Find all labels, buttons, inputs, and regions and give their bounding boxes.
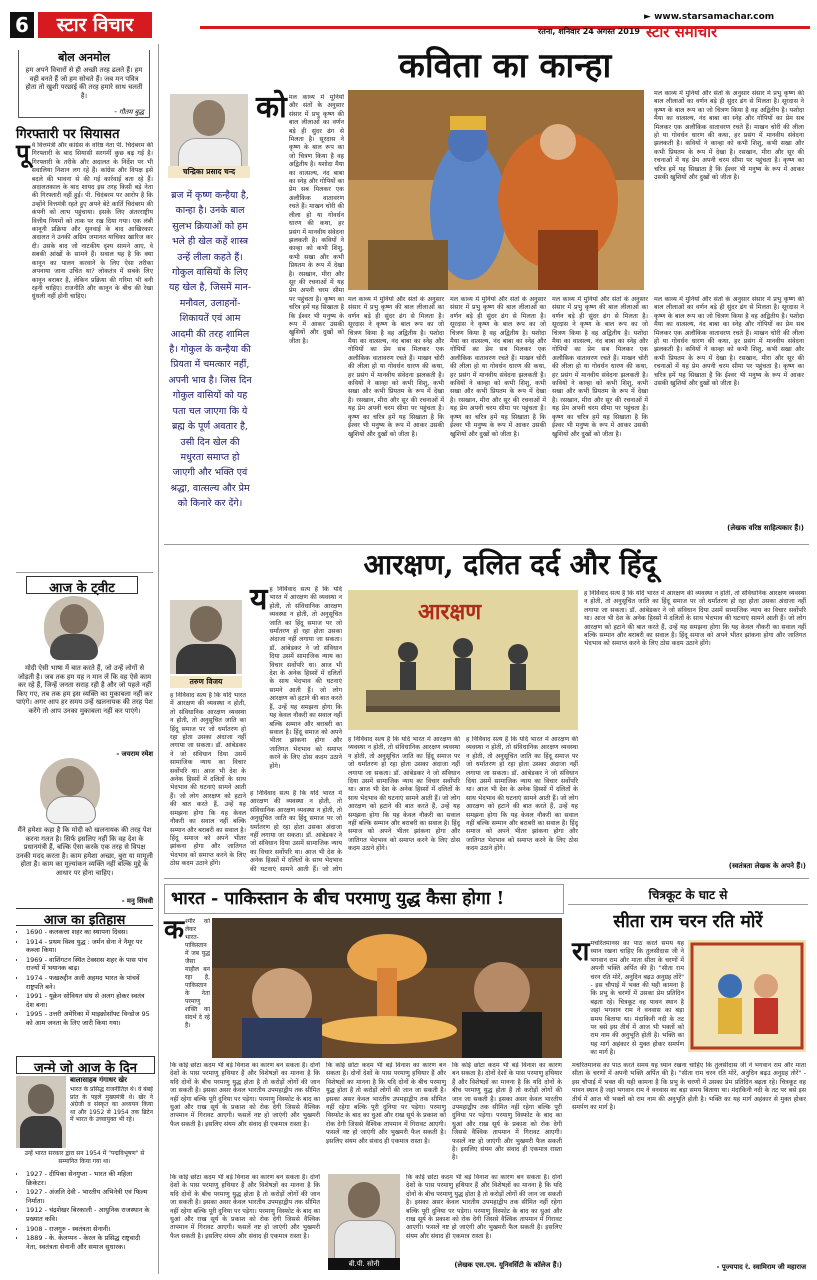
itihas-item: • 1991 - यूक्रेन सोवियत संघ से अलग होकर स्वतंत्र देश बना। — [26, 992, 153, 1009]
girftari-body: र्व वित्तमंत्री और कांग्रेस के वरिष्ठ नेता पी. चिदंबरम की गिरफ्तारी के बाद सियासी सरगर्मी कुछ बढ़ गई है। गिरफ्तारी के तरीके और अदालत के निर्देश पर भी सवालिया निशान लग रहे हैं। कांग्रेस और विपक्ष इसे बदले की भावना से की गई कार्रवाई बता रहे हैं। अदालतकाल के बाद शायद इस तरह किसी बड़े नेता की गिरफ्तारी नहीं हुई। पी. चिदंबरम पर आरोप है कि उन्होंने वित्तमंत्री रहते हुए अपने बेटे कार्ति चिदंबरम की कंपनी को लाभ पहुंचाया। इसके लिए अंतरराष्ट्रीय वित्तीय नियमों को ताक पर रख दिया गया। एक लंबी कानूनी प्रक्रिया और सुनवाई के बाद आखिरकार अदालत ने उनकी अग्रिम जमानत याचिका खारिज कर दी। उसके बाद जो नाटकीय दृश्य सामने आए, वे सबकी आंखों के सामने हैं। सवाल यह है कि क्या कानून का पालन करवाने के लिए ऐसा तरीका अपनाया जाना उचित था? लोकतंत्र में सबके लिए कानून बराबर है, लेकिन प्रक्रिया की गरिमा भी बनी रहनी चाहिए। राजनीति और कानून के बीच की रेखा धुंधली नहीं होनी चाहिए। — [31, 142, 153, 301]
kavita-author-name: चन्द्रिका प्रसाद चन्द — [168, 166, 250, 178]
kavita-pullquote: ब्रज में कृष्ण कन्हैया है, कान्हा है। उनके बाल सुलभ क्रियाओं को हम भले ही खेल कहें शास्त्र उन्हें लीला कहते हैं। गोकुल वासियों के लिए यह खेल है, जिसमें मान-मनौवल, उलाहनों-शिकायतें एवं आम आदमी की तरह शामिल है। गोकुल के कन्हैया की प्रियता में चमत्कार नहीं, अपनी भाव है। जिस दिन गोकुल वासियों को यह पता चल जाएगा कि ये ब्रह्म के पूर्ण अवतार है, उसी दिन खेल की मधुरता समाप्त हो जाएगी और भक्ति एवं श्रद्धा, वात्सल्य और प्रेम को किनारे कर देंगे। — [168, 190, 252, 510]
war-body-col3: कि कोई छोटा कदम भी बड़े विनाश का कारण बन सकता है। दोनों देशों के पास परमाणु हथियार हैं और विशेषज्ञों का मानना है कि यदि दोनों के बीच परमाणु युद्ध होता है तो करोड़ों लोगों की जान जा सकती है। इसका असर केवल भारतीय उपमहाद्वीप तक सीमित नहीं रहेगा बल्कि पूरी दुनिया पर पड़ेगा। परमाणु विस्फोट के बाद का धुआं और राख सूर्य के प्रकाश को रोक देगी जिससे वैश्विक तापमान में गिरावट आएगी। फसलें नष्ट हो जाएंगी और भुखमरी फैल सकती है। इसलिए संयम और संवाद ही एकमात्र रास्ता है। — [452, 1062, 562, 1162]
war-body-col1: कि कोई छोटा कदम भी बड़े विनाश का कारण बन सकता है। दोनों देशों के पास परमाणु हथियार हैं और विशेषज्ञों का मानना है कि यदि दोनों के बीच परमाणु युद्ध होता है तो करोड़ों लोगों की जान जा सकती है। इसका असर केवल भारतीय उपमहाद्वीप तक सीमित नहीं रहेगा बल्कि पूरी दुनिया पर पड़ेगा। परमाणु विस्फोट के बाद का धुआं और राख सूर्य के प्रकाश को रोक देगी जिससे वैश्विक तापमान में गिरावट आएगी। फसलें नष्ट हो जाएंगी और भुखमरी फैल सकती है। इसलिए संयम और संवाद ही एकमात्र रास्ता है। — [170, 1062, 320, 1128]
kavita-body-col6: मल काव्य में मुनियों और संतों के अनुसार संसार में प्रभु कृष्ण की बाल लीलाओं का वर्णन बड़े ही सुंदर ढंग से मिलता है। सूरदास ने कृष्ण के बाल रूप का जो चित्रण किया है वह अद्वितीय है। यशोदा मैया का वात्सल्य, नंद बाबा का स्नेह और गोपियों का प्रेम सब मिलकर एक अलौकिक वातावरण रचते हैं। माखन चोरी की लीला हो या गोवर्धन धारण की कथा, हर प्रसंग में मानवीय संवेदना झलकती है। कवियों ने कान्हा को कभी शिशु, कभी सखा और कभी प्रियतम के रूप में देखा है। रसखान, मीरा और सूर की रचनाओं में यह प्रेम अपनी चरम सीमा पर पहुंचता है। कृष्ण का चरित्र हमें यह सिखाता है कि ईश्वर भी मनुष्य के रूप में आकर उसकी खुशियों और दुखों को जीता है। — [654, 296, 804, 388]
chitrakoot-body-col2: मचरितमानस का पाठ करते समय यह ध्यान रखना चाहिए कि तुलसीदास जी ने भगवान राम और माता सीता के चरणों में अपनी भक्ति अर्पित की है। "सीता राम चरन रति मोरें, अनुदिन बढ़उ अनुग्रह तोरें" - इस चौपाई में भक्त की यही कामना है कि प्रभु के चरणों में उसका प्रेम प्रतिदिन बढ़ता रहे। चित्रकूट वह पावन स्थान है जहां भगवान राम ने वनवास का बड़ा समय बिताया था। मंदाकिनी नदी के तट पर बसे इस तीर्थ में आज भी भक्तों को राम नाम की अनुभूति होती है। भक्ति का यह मार्ग अहंकार से मुक्त होकर समर्पण का मार्ग है। — [572, 1062, 806, 1112]
aarakshan-body-col1 — [250, 582, 342, 786]
war-side-text: श्मीर को लेकर भारत-पाकिस्तान में जब युद्ध जैसा माहौल बन रहा है, पाकिस्तान के नेता परमाणु शक्ति का संदर्भ दे रहे हैं। — [184, 918, 210, 1029]
itihas-item: • 1969 - वाशिंगटन स्थित टेक्सास शहर के पास पांच राज्यों में भयानक बाढ़। — [26, 956, 153, 973]
janme-caption: उन्हें भारत सरकार द्वारा सन 1954 में "पद्मविभूषण" से सम्मानित किया गया था। — [24, 1150, 145, 1165]
itihas-list — [16, 928, 153, 1052]
tweet-avatar-1 — [44, 596, 104, 660]
janme-item: • 1927 - दीपिका सेनगुप्ता - भारत की महिला क्रिकेटर। — [26, 1170, 153, 1187]
kavita-body-col1 — [256, 90, 344, 534]
itihas-item: • 1974 - फखरुद्दीन अली अहमद भारत के पांचवें राष्ट्रपति बने। — [26, 974, 153, 991]
war-body-col4: कि कोई छोटा कदम भी बड़े विनाश का कारण बन सकता है। दोनों देशों के पास परमाणु हथियार हैं और विशेषज्ञों का मानना है कि यदि दोनों के बीच परमाणु युद्ध होता है तो करोड़ों लोगों की जान जा सकती है। इसका असर केवल भारतीय उपमहाद्वीप तक सीमित नहीं रहेगा बल्कि पूरी दुनिया पर पड़ेगा। परमाणु विस्फोट के बाद का धुआं और राख सूर्य के प्रकाश को रोक देगी जिससे वैश्विक तापमान में गिरावट आएगी। फसलें नष्ट हो जाएंगी और भुखमरी फैल सकती है। इसलिए संयम और संवाद ही एकमात्र रास्ता है। — [406, 1174, 562, 1240]
aarakshan-body: ह निर्विवाद सत्य है कि यदि भारत में आरक्षण की व्यवस्था न होती, तो संविधानिक आरक्षण व्यवस्था न होती, तो अनुसूचित जाति का हिंदू समाज पर जो धर्मांतरण हो रहा होता उसका अंदाजा नहीं लगाया जा सकता। डॉ. आंबेडकर ने जो संविधान दिया उसमें सामाजिक न्याय का विचार सर्वोपरि था। आज भी देश के अनेक हिस्सों में दलितों के साथ भेदभाव की घटनाएं सामने आती हैं। जो लोग आरक्षण को हटाने की बात करते हैं, उन्हें यह समझना होगा कि यह केवल नौकरी का सवाल नहीं बल्कि सम्मान और बराबरी का सवाल है। हिंदू समाज को अपने भीतर झांकना होगा और जातिगत भेदभाव को समाप्त करने के लिए ठोस कदम उठाने होंगे। — [269, 586, 342, 770]
krishna-painting-svg — [348, 90, 644, 290]
tweet-avatar-2 — [40, 758, 100, 822]
war-headline: भारत - पाकिस्तान के बीच परमाणु युद्ध कैसा होगा ! — [171, 889, 505, 909]
aarakshan-image-text: आरक्षण — [418, 599, 482, 625]
itihas-title: आज का इतिहास — [43, 913, 126, 928]
tweet-1-author: - जयराम रमेश — [116, 750, 153, 758]
tweet-title: आज के ट्वीट — [49, 581, 115, 596]
janme-item: • 1927 - अंजलि देवी - भारतीय अभिनेत्री एवं फिल्म निर्माता। — [26, 1188, 153, 1205]
website-link[interactable]: ► www.starsamachar.com — [644, 12, 775, 22]
masthead — [0, 0, 817, 41]
section-title: स्टार विचार — [38, 12, 152, 38]
bol-anmol-box — [18, 50, 150, 118]
kavita-footer: (लेखक वरिष्ठ साहित्यकार हैं।) — [727, 524, 804, 532]
janme-bio: भारत के प्रसिद्ध राजनीतिज्ञ थे। वे बंबई प्रांत के पहले मुख्यमंत्री थे। खेर ने अंग्रेजी व संस्कृत का अध्ययन किया था और 1952 से 1954 तक ब्रिटेन में भारत के उच्चायुक्त भी रहे। — [70, 1086, 153, 1124]
kavita-body-col2: मल काव्य में मुनियों और संतों के अनुसार संसार में प्रभु कृष्ण की बाल लीलाओं का वर्णन बड़े ही सुंदर ढंग से मिलता है। सूरदास ने कृष्ण के बाल रूप का जो चित्रण किया है वह अद्वितीय है। यशोदा मैया का वात्सल्य, नंद बाबा का स्नेह और गोपियों का प्रेम सब मिलकर एक अलौकिक वातावरण रचते हैं। माखन चोरी की लीला हो या गोवर्धन धारण की कथा, हर प्रसंग में मानवीय संवेदना झलकती है। कवियों ने कान्हा को कभी शिशु, कभी सखा और कभी प्रियतम के रूप में देखा है। रसखान, मीरा और सूर की रचनाओं में यह प्रेम अपनी चरम सीमा पर पहुंचता है। कृष्ण का चरित्र हमें यह सिखाता है कि ईश्वर भी मनुष्य के रूप में आकर उसकी खुशियों और दुखों को जीता है। — [348, 296, 444, 438]
kavita-author-photo — [170, 94, 248, 166]
aarakshan-image — [348, 590, 578, 730]
aarakshan-body-col4: ह निर्विवाद सत्य है कि यदि भारत में आरक्षण की व्यवस्था न होती, तो संविधानिक आरक्षण व्यवस्था न होती, तो अनुसूचित जाति का हिंदू समाज पर जो धर्मांतरण हो रहा होता उसका अंदाजा नहीं लगाया जा सकता। डॉ. आंबेडकर ने जो संविधान दिया उसमें सामाजिक न्याय का विचार सर्वोपरि था। आज भी देश के अनेक हिस्सों में दलितों के साथ भेदभाव की घटनाएं सामने आती हैं। जो लोग आरक्षण को हटाने की बात करते हैं, उन्हें यह समझना होगा कि यह केवल नौकरी का सवाल नहीं बल्कि सम्मान और बराबरी का सवाल है। हिंदू समाज को अपने भीतर झांकना होगा और जातिगत भेदभाव को समाप्त करने के लिए ठोस कदम उठाने होंगे। — [584, 590, 806, 648]
aarakshan-body-col2: ह निर्विवाद सत्य है कि यदि भारत में आरक्षण की व्यवस्था न होती, तो संविधानिक आरक्षण व्यवस्था न होती, तो अनुसूचित जाति का हिंदू समाज पर जो धर्मांतरण हो रहा होता उसका अंदाजा नहीं लगाया जा सकता। डॉ. आंबेडकर ने जो संविधान दिया उसमें सामाजिक न्याय का विचार सर्वोपरि था। आज भी देश के अनेक हिस्सों में दलितों के साथ भेदभाव की घटनाएं सामने आती हैं। जो लोग आरक्षण को हटाने की बात करते हैं, उन्हें यह समझना होगा कि यह केवल नौकरी का सवाल नहीं बल्कि सम्मान और बराबरी का सवाल है। हिंदू समाज को अपने भीतर झांकना होगा और जातिगत भेदभाव को समाप्त करने के लिए ठोस कदम उठाने होंगे। — [348, 736, 460, 853]
war-illustration — [212, 918, 562, 1058]
aarakshan-body-col3: ह निर्विवाद सत्य है कि यदि भारत में आरक्षण की व्यवस्था न होती, तो संविधानिक आरक्षण व्यवस्था न होती, तो अनुसूचित जाति का हिंदू समाज पर जो धर्मांतरण हो रहा होता उसका अंदाजा नहीं लगाया जा सकता। डॉ. आंबेडकर ने जो संविधान दिया उसमें सामाजिक न्याय का विचार सर्वोपरि था। आज भी देश के अनेक हिस्सों में दलितों के साथ भेदभाव की घटनाएं सामने आती हैं। जो लोग आरक्षण को हटाने की बात करते हैं, उन्हें यह समझना होगा कि यह केवल नौकरी का सवाल नहीं बल्कि सम्मान और बराबरी का सवाल है। हिंदू समाज को अपने भीतर झांकना होगा और जातिगत भेदभाव को समाप्त करने के लिए ठोस कदम उठाने होंगे। — [466, 736, 578, 853]
chitrakoot-body-col1 — [572, 937, 684, 1060]
janme-item: • 1889 - के. केलप्पन - केरल के प्रसिद्ध राष्ट्रवादी नेता, स्वतंत्रता सेनानी और समाज सुधारक। — [26, 1234, 153, 1251]
bol-anmol-author: - गौतम बुद्ध — [114, 108, 144, 116]
kavita-body: मल काव्य में मुनियों और संतों के अनुसार संसार में प्रभु कृष्ण की बाल लीलाओं का वर्णन बड़े ही सुंदर ढंग से मिलता है। सूरदास ने कृष्ण के बाल रूप का जो चित्रण किया है वह अद्वितीय है। यशोदा मैया का वात्सल्य, नंद बाबा का स्नेह और गोपियों का प्रेम सब मिलकर एक अलौकिक वातावरण रचते हैं। माखन चोरी की लीला हो या गोवर्धन धारण की कथा, हर प्रसंग में मानवीय संवेदना झलकती है। कवियों ने कान्हा को कभी शिशु, कभी सखा और कभी प्रियतम के रूप में देखा है। रसखान, मीरा और सूर की रचनाओं में यह प्रेम अपनी चरम सीमा पर पहुंचता है। कृष्ण का चरित्र हमें यह सिखाता है कि ईश्वर भी मनुष्य के रूप में आकर उसकी खुशियों और दुखों को जीता है। — [288, 94, 344, 345]
divider — [16, 572, 153, 573]
tweet-title-box — [26, 576, 138, 594]
aarakshan-author-photo — [170, 600, 242, 674]
kavita-body-col4: मल काव्य में मुनियों और संतों के अनुसार संसार में प्रभु कृष्ण की बाल लीलाओं का वर्णन बड़े ही सुंदर ढंग से मिलता है। सूरदास ने कृष्ण के बाल रूप का जो चित्रण किया है वह अद्वितीय है। यशोदा मैया का वात्सल्य, नंद बाबा का स्नेह और गोपियों का प्रेम सब मिलकर एक अलौकिक वातावरण रचते हैं। माखन चोरी की लीला हो या गोवर्धन धारण की कथा, हर प्रसंग में मानवीय संवेदना झलकती है। कवियों ने कान्हा को कभी शिशु, कभी सखा और कभी प्रियतम के रूप में देखा है। रसखान, मीरा और सूर की रचनाओं में यह प्रेम अपनी चरम सीमा पर पहुंचता है। कृष्ण का चरित्र हमें यह सिखाता है कि ईश्वर भी मनुष्य के रूप में आकर उसकी खुशियों और दुखों को जीता है। — [552, 296, 648, 438]
itihas-item: • 1914 - प्रथम विश्व युद्ध : जर्मन सेना ने नैमूर पर कब्जा किया। — [26, 938, 153, 955]
itihas-item: • 1690 - कलकत्ता शहर का स्थापना दिवस। — [26, 928, 153, 937]
aarakshan-headline: आरक्षण, दलित दर्द और हिंदू — [363, 548, 657, 581]
aarakshan-author-name: तरुण विजय — [170, 676, 242, 688]
brand-logo: स्टार समाचार — [646, 23, 718, 41]
aarakshan-dropcap: य — [250, 582, 268, 617]
janme-list — [16, 1170, 153, 1270]
left-column — [8, 44, 153, 1272]
krishna-painting — [348, 90, 644, 290]
aarakshan-footer: (स्वतंत्रता लेखक के अपने हैं।) — [728, 862, 806, 870]
kavita-body-col3: मल काव्य में मुनियों और संतों के अनुसार संसार में प्रभु कृष्ण की बाल लीलाओं का वर्णन बड़े ही सुंदर ढंग से मिलता है। सूरदास ने कृष्ण के बाल रूप का जो चित्रण किया है वह अद्वितीय है। यशोदा मैया का वात्सल्य, नंद बाबा का स्नेह और गोपियों का प्रेम सब मिलकर एक अलौकिक वातावरण रचते हैं। माखन चोरी की लीला हो या गोवर्धन धारण की कथा, हर प्रसंग में मानवीय संवेदना झलकती है। कवियों ने कान्हा को कभी शिशु, कभी सखा और कभी प्रियतम के रूप में देखा है। रसखान, मीरा और सूर की रचनाओं में यह प्रेम अपनी चरम सीमा पर पहुंचता है। कृष्ण का चरित्र हमें यह सिखाता है कि ईश्वर भी मनुष्य के रूप में आकर उसकी खुशियों और दुखों को जीता है। — [450, 296, 546, 438]
aarakshan-body-col1b: ह निर्विवाद सत्य है कि यदि भारत में आरक्षण की व्यवस्था न होती, तो संविधानिक आरक्षण व्यवस्था न होती, तो अनुसूचित जाति का हिंदू समाज पर जो धर्मांतरण हो रहा होता उसका अंदाजा नहीं लगाया जा सकता। डॉ. आंबेडकर ने जो संविधान दिया उसमें सामाजिक न्याय का विचार सर्वोपरि था। आज भी देश के अनेक हिस्सों में दलितों के साथ भेदभाव की घटनाएं सामने आती हैं। जो लोग — [250, 790, 342, 872]
girftari-dropcap: पू — [16, 139, 30, 167]
divider — [164, 878, 809, 879]
divider — [568, 904, 808, 905]
bol-anmol-title: बोल अनमोल — [19, 50, 149, 65]
itihas-title-box — [16, 908, 153, 926]
divider — [164, 544, 809, 545]
column-divider — [158, 44, 159, 1274]
war-body-col2: कि कोई छोटा कदम भी बड़े विनाश का कारण बन सकता है। दोनों देशों के पास परमाणु हथियार हैं और विशेषज्ञों का मानना है कि यदि दोनों के बीच परमाणु युद्ध होता है तो करोड़ों लोगों की जान जा सकती है। इसका असर केवल भारतीय उपमहाद्वीप तक सीमित नहीं रहेगा बल्कि पूरी दुनिया पर पड़ेगा। परमाणु विस्फोट के बाद का धुआं और राख सूर्य के प्रकाश को रोक देगी जिससे वैश्विक तापमान में गिरावट आएगी। फसलें नष्ट हो जाएंगी और भुखमरी फैल सकती है। इसलिए संयम और संवाद ही एकमात्र रास्ता है। — [326, 1062, 446, 1145]
janme-title-box — [16, 1056, 155, 1074]
war-author-name: बी.पी. सोनी — [328, 1258, 400, 1270]
tweet-2-author: - मनु सिंघवी — [121, 897, 153, 905]
chitrakoot-kicker-box — [568, 884, 808, 904]
kavita-dropcap: को — [256, 90, 287, 125]
chitrakoot-headline: सीता राम चरन रति मोरें — [613, 912, 763, 932]
bol-anmol-quote: हम अपने विचारों से ही अच्छी तरह ढलते हैं। हम वही बनते हैं जो हम सोचते हैं। जब मन पवित्र होता तो खुशी परछाई की तरह हमारे साथ चलती है। — [25, 66, 143, 100]
war-body-col1b: कि कोई छोटा कदम भी बड़े विनाश का कारण बन सकता है। दोनों देशों के पास परमाणु हथियार हैं और विशेषज्ञों का मानना है कि यदि दोनों के बीच परमाणु युद्ध होता है तो करोड़ों लोगों की जान जा सकती है। इसका असर केवल भारतीय उपमहाद्वीप तक सीमित नहीं रहेगा बल्कि पूरी दुनिया पर पड़ेगा। परमाणु विस्फोट के बाद का धुआं और राख सूर्य के प्रकाश को रोक देगी जिससे वैश्विक तापमान में गिरावट आएगी। फसलें नष्ट हो जाएंगी और भुखमरी फैल सकती है। इसलिए संयम और संवाद ही एकमात्र रास्ता है। — [170, 1174, 320, 1240]
kavita-body-col5: मल काव्य में मुनियों और संतों के अनुसार संसार में प्रभु कृष्ण की बाल लीलाओं का वर्णन बड़े ही सुंदर ढंग से मिलता है। सूरदास ने कृष्ण के बाल रूप का जो चित्रण किया है वह अद्वितीय है। यशोदा मैया का वात्सल्य, नंद बाबा का स्नेह और गोपियों का प्रेम सब मिलकर एक अलौकिक वातावरण रचते हैं। माखन चोरी की लीला हो या गोवर्धन धारण की कथा, हर प्रसंग में मानवीय संवेदना झलकती है। कवियों ने कान्हा को कभी शिशु, कभी सखा और कभी प्रियतम के रूप में देखा है। रसखान, मीरा और सूर की रचनाओं में यह प्रेम अपनी चरम सीमा पर पहुंचता है। कृष्ण का चरित्र हमें यह सिखाता है कि ईश्वर भी मनुष्य के रूप में आकर उसकी खुशियों और दुखों को जीता है। — [654, 90, 804, 182]
janme-person: बालासाहब गंगाधर खेर — [70, 1076, 127, 1084]
war-author-photo — [328, 1174, 400, 1260]
chitrakoot-painting — [688, 940, 806, 1052]
war-footer: (लेखक एस.एम. यूनिवर्सिटी के कॉलेज हैं।) — [454, 1261, 562, 1269]
chitrakoot-painting-svg — [688, 940, 806, 1052]
janme-item: • 1908 - राजगुरु - स्वतंत्रता सेनानी। — [26, 1225, 153, 1234]
girftari-title: गिरफ्तारी पर सियासत — [16, 127, 120, 142]
chitrakoot-footer: - पूज्यपाद रं. स्वामिराम जी महाराज — [716, 1263, 806, 1271]
aarakshan-body-col0: ह निर्विवाद सत्य है कि यदि भारत में आरक्षण की व्यवस्था न होती, तो संविधानिक आरक्षण व्यवस्था न होती, तो अनुसूचित जाति का हिंदू समाज पर जो धर्मांतरण हो रहा होता उसका अंदाजा नहीं लगाया जा सकता। डॉ. आंबेडकर ने जो संविधान दिया उसमें सामाजिक न्याय का विचार सर्वोपरि था। आज भी देश के अनेक हिस्सों में दलितों के साथ भेदभाव की घटनाएं सामने आती हैं। जो लोग आरक्षण को हटाने की बात करते हैं, उन्हें यह समझना होगा कि यह केवल नौकरी का सवाल नहीं बल्कि सम्मान और बराबरी का सवाल है। हिंदू समाज को अपने भीतर झांकना होगा और जातिगत भेदभाव को समाप्त करने के लिए ठोस कदम उठाने होंगे। — [170, 692, 246, 868]
tweet-2-text: मैंने हमेशा कहा है कि मोदी को खलनायक की तरह पेश करना गलत है। सिर्फ इसलिए नहीं कि वह देश के प्रधानमंत्री हैं, बल्कि ऐसा करके एक तरह से विपक्ष उनकी मदद करता है। काम हमेशा अच्छा, बुरा या मामूली होता है। काम का मूल्यांकन व्यक्ति नहीं बल्कि मुद्दे के आधार पर होना चाहिए। — [16, 826, 153, 877]
war-dropcap: क — [164, 915, 184, 945]
kavita-headline: कविता का कान्हा — [398, 46, 612, 86]
chitrakoot-dropcap: रा — [572, 937, 590, 967]
chitrakoot-body: मचरितमानस का पाठ करते समय यह ध्यान रखना चाहिए कि तुलसीदास जी ने भगवान राम और माता सीता के चरणों में अपनी भक्ति अर्पित की है। "सीता राम चरन रति मोरें, अनुदिन बढ़उ अनुग्रह तोरें" - इस चौपाई में भक्त की यही कामना है कि प्रभु के चरणों में उसका प्रेम प्रतिदिन बढ़ता रहे। चित्रकूट वह पावन स्थान है जहां भगवान राम ने वनवास का बड़ा समय बिताया था। मंदाकिनी नदी के तट पर बसे इस तीर्थ में आज भी भक्तों को राम नाम की अनुभूति होती है। भक्ति का यह मार्ग अहंकार से मुक्त होकर समर्पण का मार्ग है। — [590, 940, 684, 1057]
janme-title: जन्मे जो आज के दिन — [33, 1061, 138, 1076]
web-arrow-icon: ► — [644, 12, 651, 22]
janme-item: • 1912 - चंद्रशेखर बिरकाली - आधुनिक राजस्थान के प्रख्यात कवि। — [26, 1206, 153, 1223]
war-headline-box — [164, 884, 564, 914]
tweet-1-text: मोदी ऐसी भाषा में बात करते हैं, जो उन्हें लोगों से जोड़ती है। जब तक हम यह न मान लें कि वह ऐसे काम कर रहे हैं, जिन्हें जनता सराह रही है और जो पहले नहीं किए गए, तब तक हम इस व्यक्ति का मुकाबला नहीं कर पाएंगे। अगर आप हर समय उन्हें खलनायक की तरह पेश करेंगे तो आप उनका मुकाबला नहीं कर पाएंगे। — [16, 664, 153, 715]
girftari-article — [16, 139, 153, 592]
chitrakoot-kicker: चित्रकूट के घाट से — [648, 888, 728, 902]
page-number: 6 — [10, 12, 34, 38]
janme-photo — [16, 1076, 66, 1148]
date-line: रतना, शनिवार 24 अगस्त 2019 — [538, 27, 640, 36]
war-image — [212, 918, 562, 1058]
itihas-item: • 1995 - उत्तरी अमेरिका में माइक्रोसॉफ्ट विन्डोज 95 को आम जनता के लिए जारी किया गया। — [26, 1010, 153, 1027]
